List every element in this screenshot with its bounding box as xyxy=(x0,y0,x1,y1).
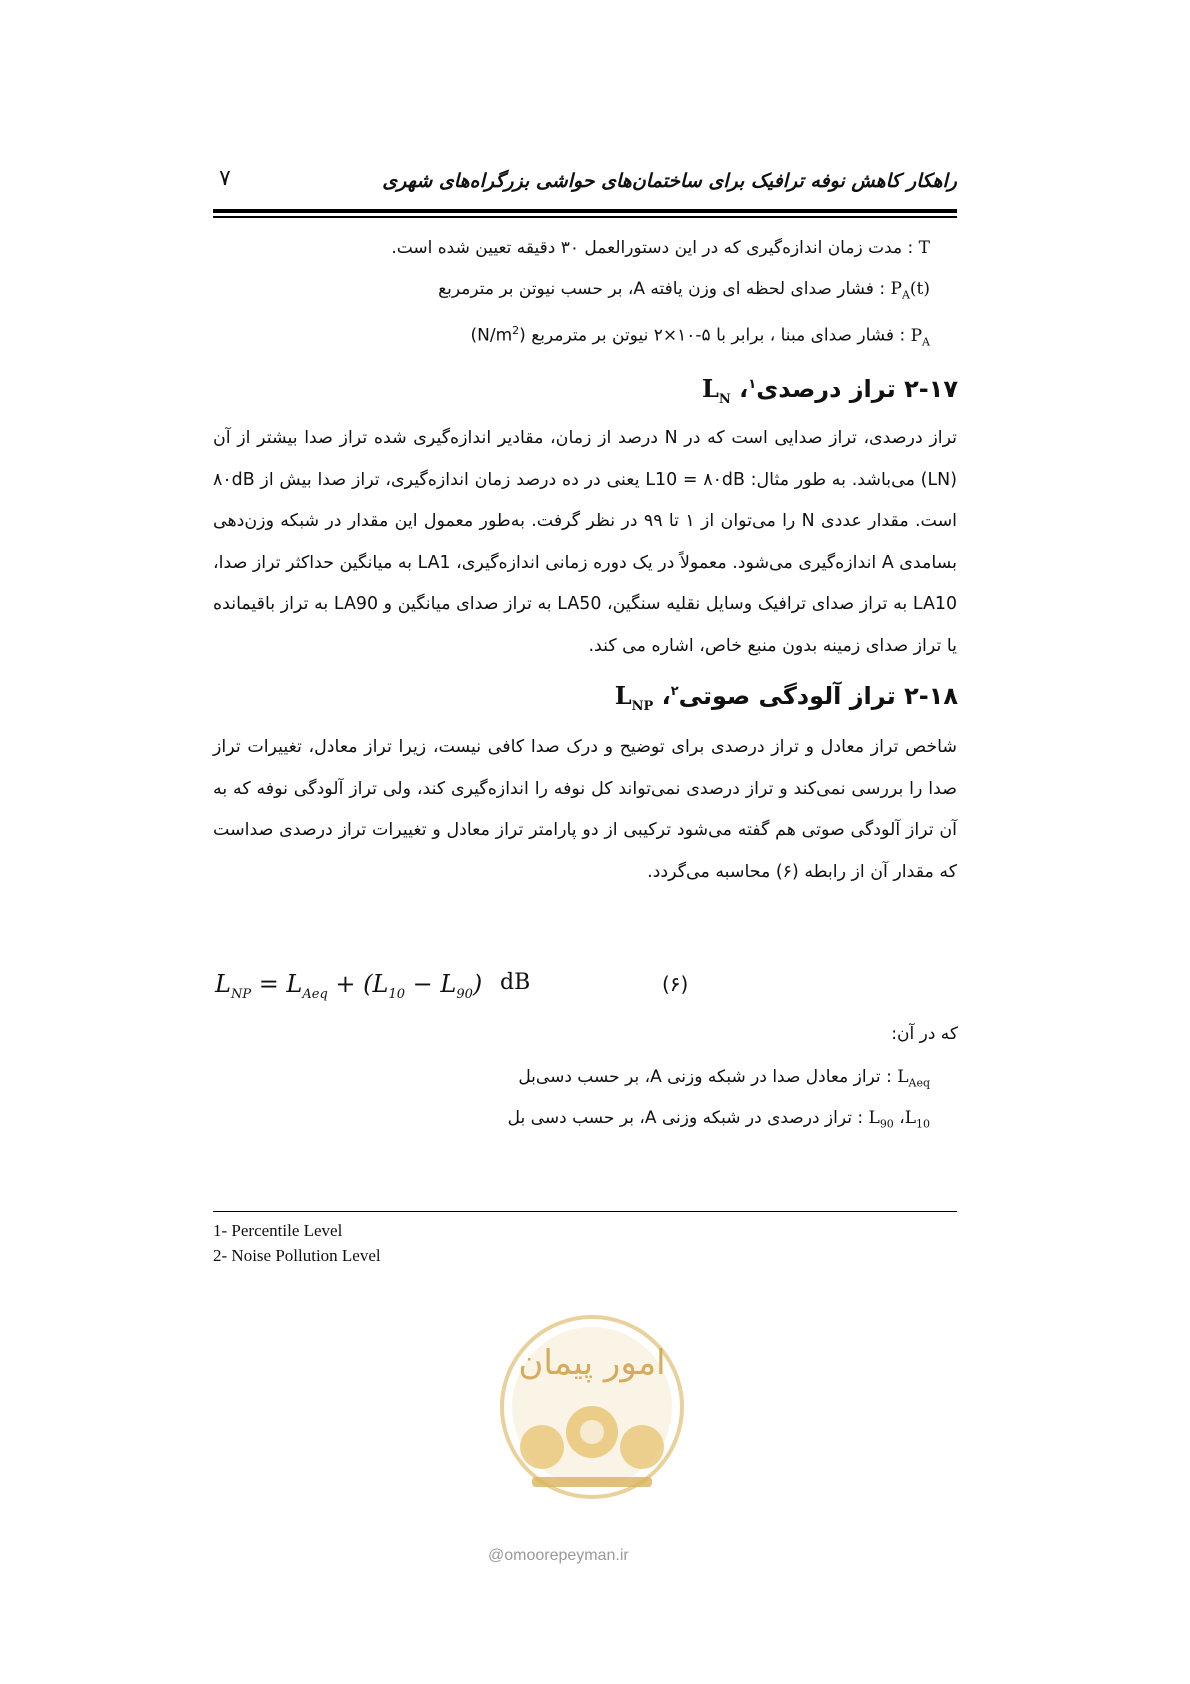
definition-text: : تراز درصدی در شبکه وزنی A، بر حسب دسی بل xyxy=(507,1108,869,1128)
page-header xyxy=(213,164,957,204)
symbol: $L_{90}$ $،L_{10}$ xyxy=(868,1108,930,1131)
equation-6 xyxy=(215,970,735,1010)
logo-lettering: امور پیمان xyxy=(518,1343,666,1383)
definitions-top xyxy=(230,228,930,351)
definition-text: : فشار صدای لحظه ای وزن یافته A، بر حسب نیوتن بر مترمربع xyxy=(438,279,891,299)
scale-icon xyxy=(520,1425,564,1469)
section-title: تراز آلودگی صوتی xyxy=(678,682,896,710)
running-title: راهکار کاهش نوفه ترافیک برای ساختمان‌های حواشی بزرگراه‌های شهری xyxy=(382,170,957,192)
footnote-1: 1- Percentile Level xyxy=(213,1221,343,1240)
symbol: $P_A$ xyxy=(910,325,930,349)
footnote-mark: ۲ xyxy=(670,684,679,699)
formula-expression: $L_{NP} = L_{Aeq} + (L_{10} - L_{90})$ xyxy=(215,970,483,1002)
excavator-icon xyxy=(620,1425,664,1469)
section-symbol: $L_{NP}$ xyxy=(614,681,654,714)
definition-text: : مدت زمان اندازه‌گیری که در این دستورالعمل ۳۰ دقیقه تعیین شده است. xyxy=(391,238,919,258)
where-label: که در آن: xyxy=(891,1024,958,1044)
formula-unit: dB xyxy=(500,970,531,995)
section-heading-17: ۲-۱۷ تراز درصدی$^۱$، $L_N$ xyxy=(702,374,958,407)
section-symbol: $L_N$ xyxy=(702,374,731,407)
section-17-paragraph: تراز درصدی، تراز صدایی است که در N درصد از زمان، مقادیر اندازه‌گیری شده تراز صدا بیشتر از آن (LN) می‌باشد. به طور مثال: L10 = ۸۰dB یعنی در ده درصد زمان اندازه‌گیری، تراز صدا بیش از ۸۰dB است. مقدار عددی N را می‌توان از ۱ تا ۹۹ در نظر گرفت. به‌طور معمول این مقدار در شبکه وزن‌دهی بسامدی A اندازه‌گیری می‌شود. معمولاً در یک دوره زمانی اندازه‌گیری، LA1 به میانگین حداکثر تراز صدا، LA10 به تراز صدای ترافیک وسایل نقلیه سنگین، LA50 به تراز صدای میانگین و LA90 به تراز باقیمانده یا تراز صدای زمینه بدون منبع خاص، اشاره می کند. xyxy=(213,428,958,656)
at-icon: @ xyxy=(488,1547,505,1564)
symbol: $P_A(t)$ xyxy=(890,279,930,302)
definition-L90-L10 xyxy=(230,1098,930,1139)
definition-text: : تراز معادل صدا در شبکه وزنی A، بر حسب دسی‌بل xyxy=(518,1067,898,1087)
definitions-bottom xyxy=(230,1057,930,1139)
footnote-2: 2- Noise Pollution Level xyxy=(213,1246,381,1265)
definition-LAeq xyxy=(230,1057,930,1098)
footnote-separator xyxy=(213,1211,957,1212)
section-number: ۲-۱۷ xyxy=(904,375,958,403)
definition-PA: $P_A$ : فشار صدای مبنا ، برابر با ۵-۱۰×۲ نیوتن بر مترمربع $(N/m^2)$ xyxy=(470,324,930,349)
definition-T xyxy=(230,228,930,269)
section-18-paragraph: شاخص تراز معادل و تراز درصدی برای توضیح و درک صدا کافی نیست، زیرا تراز معادل، تغییرات تراز صدا را بررسی نمی‌کند و تراز درصدی نمی‌تواند کل نوفه را اندازه‌گیری کند، ولی تراز آلودگی نوفه که به آن تراز آلودگی صوتی هم گفته می‌شود ترکیبی از دو پارامتر تراز معادل و تغییرات تراز درصدی صداست که مقدار آن از رابطه (۶) محاسبه می‌گردد. xyxy=(213,737,957,882)
footnote-mark: ۱ xyxy=(748,377,757,392)
section-heading-18: ۲-۱۸ تراز آلودگی صوتی$^۲$، $L_{NP}$ xyxy=(614,681,958,714)
header-rule-thin xyxy=(213,216,957,218)
definition-text: : فشار صدای مبنا ، برابر با ۵-۱۰×۲ نیوتن بر مترمربع (N/m xyxy=(477,325,911,346)
page-number: ۷ xyxy=(219,166,231,191)
definition-PA-t xyxy=(230,269,930,310)
section-title: تراز درصدی xyxy=(756,375,896,403)
exponent: 2 xyxy=(512,324,520,337)
section-number: ۲-۱۸ xyxy=(904,682,958,710)
symbol: $L_{Aeq}$ xyxy=(897,1067,930,1090)
symbol: T xyxy=(918,238,930,258)
header-rule-thick xyxy=(213,209,957,213)
watermark-logo xyxy=(497,1312,687,1512)
watermark-caption: @omoorepeyman.ir xyxy=(488,1547,629,1564)
equation-number: (۶) xyxy=(662,972,689,996)
